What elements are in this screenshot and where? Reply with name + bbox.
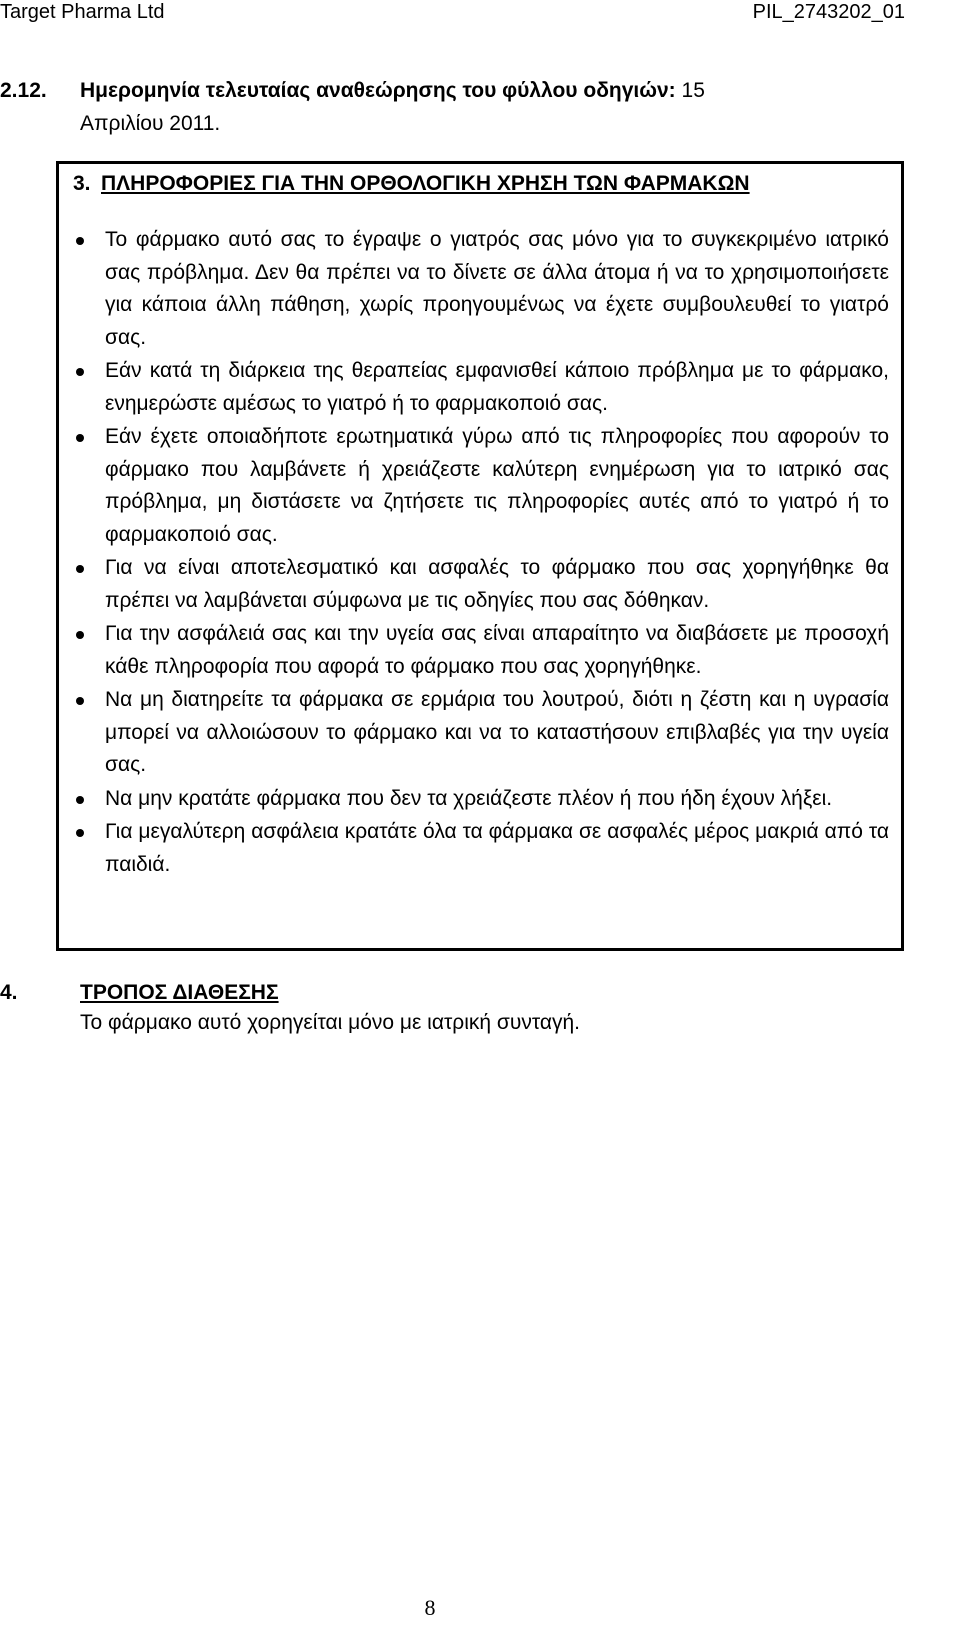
section-2-12 <box>0 74 900 140</box>
bullet-text: Για μεγαλύτερη ασφάλεια κρατάτε όλα τα φάρμακα σε ασφαλές μέρος μακριά από τα παιδιά. <box>105 820 889 876</box>
bullet-dot-icon <box>76 796 84 804</box>
bullet-text: Να μη διατηρείτε τα φάρμακα σε ερμάρια του λουτρού, διότι η ζέστη και η υγρασία μπορεί να αλλοιώσουν το φάρμακο και να το καταστήσουν επιβλαβές για την υγεία σας. <box>105 688 889 776</box>
bullet-text: Εάν έχετε οποιαδήποτε ερωτηματικά γύρω από τις πληροφορίες που αφορούν το φάρμακο που λαμβάνετε ή χρειάζεστε καλύτερη ενημέρωση για το ιατρικό σας πρόβλημα, μη διστάσετε να ζητήσετε τις πληροφορίες αυτές από το γιατρό ή το φαρμακοποιό σας. <box>105 425 889 546</box>
bullet-item <box>69 618 889 683</box>
bullet-dot-icon <box>76 237 84 245</box>
section-4-number: 4. <box>0 981 18 1004</box>
info-box <box>56 161 904 951</box>
section-2-12-heading: Ημερομηνία τελευταίας αναθεώρησης του φύλλου οδηγιών: <box>80 79 676 102</box>
revision-date-day: 15 <box>681 79 705 102</box>
section-2-12-number: 2.12. <box>0 79 47 102</box>
info-box-heading: ΠΛΗΡΟΦΟΡΙΕΣ ΓΙΑ ΤΗΝ ΟΡΘΟΛΟΓΙΚΗ ΧΡΗΣΗ ΤΩΝ ΦΑΡΜΑΚΩΝ <box>101 172 750 195</box>
section-4-title: ΤΡΟΠΟΣ ΔΙΑΘΕΣΗΣ <box>80 981 279 1004</box>
bullet-text: Εάν κατά τη διάρκεια της θεραπείας εμφανισθεί κάποιο πρόβλημα με το φάρμακο, ενημερώστε αμέσως το γιατρό ή το φαρμακοποιό σας. <box>105 359 889 415</box>
section-4-text: Το φάρμακο αυτό χορηγείται μόνο με ιατρική συνταγή. <box>80 1011 581 1034</box>
section-4 <box>0 978 900 1038</box>
info-box-title <box>73 170 750 198</box>
bullet-dot-icon <box>76 697 84 705</box>
bullet-dot-icon <box>76 829 84 837</box>
bullet-item <box>69 355 889 420</box>
bullet-dot-icon <box>76 434 84 442</box>
bullet-text: Για να είναι αποτελεσματικό και ασφαλές το φάρμακο που σας χορηγήθηκε θα πρέπει να λαμβάνεται σύμφωνα με τις οδηγίες που σας δόθηκαν. <box>105 556 889 612</box>
bullet-dot-icon <box>76 368 84 376</box>
bullet-item <box>69 783 889 816</box>
bullet-item <box>69 224 889 354</box>
bullet-dot-icon <box>76 631 84 639</box>
bullet-item <box>69 421 889 551</box>
info-bullet-list <box>69 224 889 882</box>
page-number: 8 <box>424 1595 436 1620</box>
header-company: Target Pharma Ltd <box>0 1 165 23</box>
bullet-text: Το φάρμακο αυτό σας το έγραψε ο γιατρός σας μόνο για το συγκεκριμένο ιατρικό σας πρόβλημα. Δεν θα πρέπει να το δίνετε σε άλλα άτομα ή να το χρησιμοποιήσετε για κάποια άλλη πάθηση, χωρίς προηγουμένως να έχετε συμβουλευθεί το γιατρό σας. <box>105 228 889 349</box>
revision-date-month-year: Απριλίου 2011. <box>80 112 221 135</box>
header-document-id: PIL_2743202_01 <box>752 1 905 23</box>
bullet-text: Για την ασφάλειά σας και την υγεία σας είναι απαραίτητο να διαβάσετε με προσοχή κάθε πληροφορία που αφορά το φάρμακο που σας χορηγήθηκε. <box>105 622 889 678</box>
bullet-item <box>69 684 889 782</box>
bullet-item <box>69 552 889 617</box>
bullet-text: Να μην κρατάτε φάρμακα που δεν τα χρειάζεστε πλέον ή που ήδη έχουν λήξει. <box>105 786 833 810</box>
bullet-item <box>69 816 889 881</box>
bullet-dot-icon <box>76 565 84 573</box>
info-box-number: 3. <box>73 172 91 195</box>
